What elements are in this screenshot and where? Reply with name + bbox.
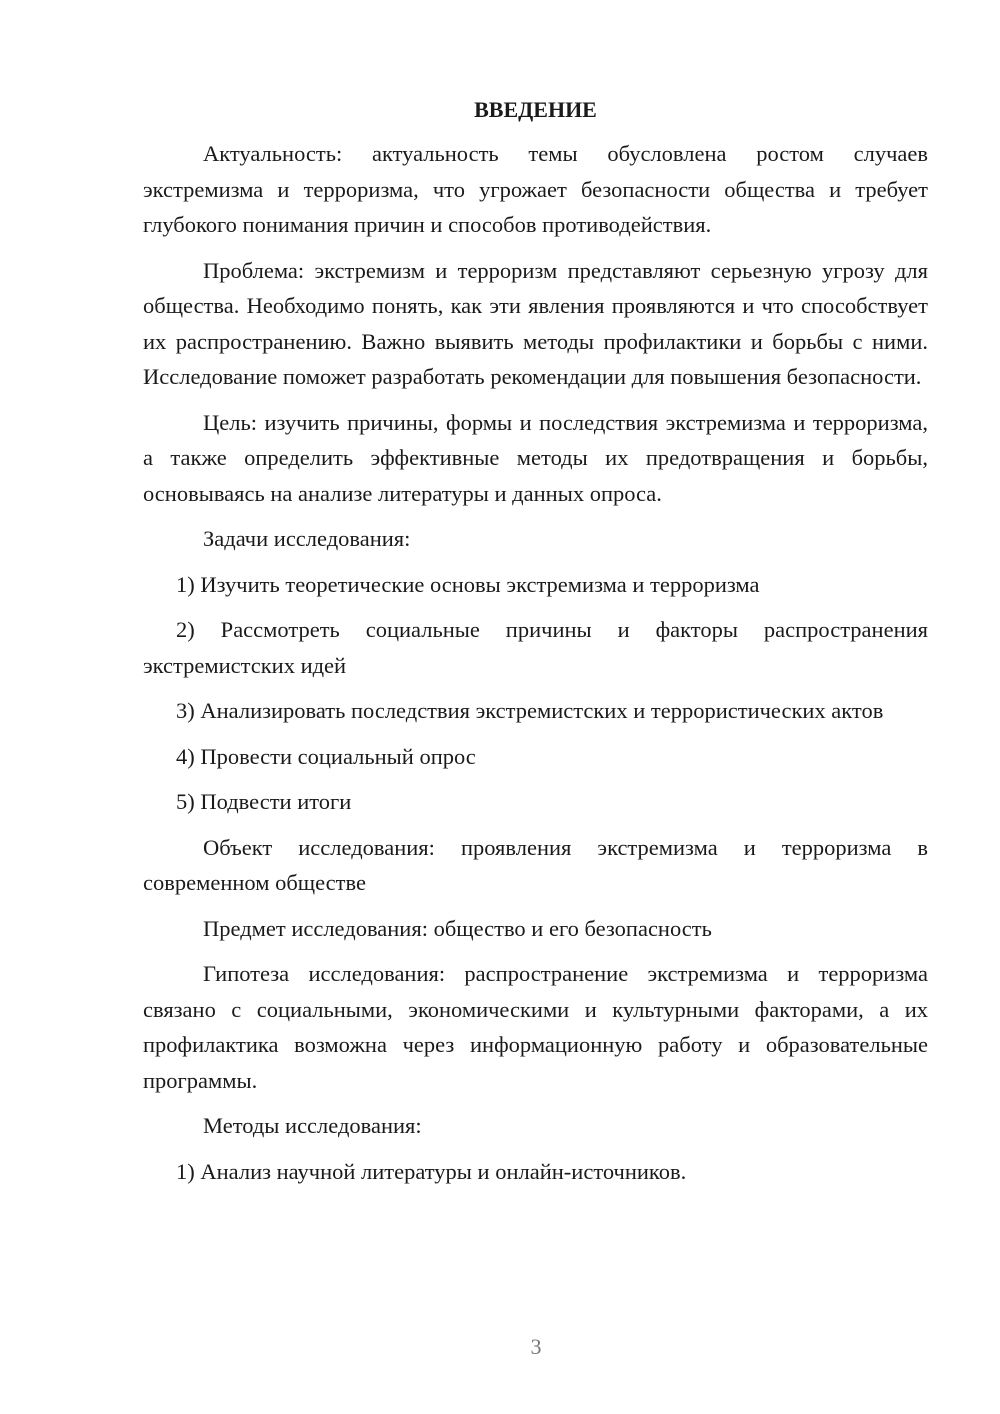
paragraph-methods-heading: Методы исследования: xyxy=(203,1113,422,1138)
paragraph-problem: Проблема: экстремизм и терроризм представляют серьезную угрозу для общества. Необходимо понять, как эти явления проявляются и что способствует их распространению. Важно выявить методы профилактики и борьбы с ними. Исследование поможет разработать рекомендации для повышения безопасности. xyxy=(143,257,928,389)
task-item-5: 5) Подвести итоги xyxy=(176,789,352,814)
task-item-4: 4) Провести социальный опрос xyxy=(176,743,476,769)
task-item-1: 1) Изучить теоретические основы экстремизма и терроризма xyxy=(176,571,760,597)
paragraph-relevance: Актуальность: актуальность темы обусловлена ростом случаев экстремизма и терроризма, что угрожает безопасности общества и требует глубокого понимания причин и способов противодействия. xyxy=(143,141,928,237)
paragraph-tasks-heading: Задачи исследования: xyxy=(203,526,411,551)
section-title: ВВЕДЕНИЕ xyxy=(474,97,597,122)
paragraph-hypothesis: Гипотеза исследования: распространение экстремизма и терроризма связано с социальными, экономическими и культурными факторами, а их профилактика возможна через информационную работу и образовательные программы. xyxy=(143,961,928,1093)
page-number: 3 xyxy=(530,1334,542,1359)
task-item-3: 3) Анализировать последствия экстремистских и террористических актов xyxy=(176,698,884,723)
task-item-2: 2) Рассмотреть социальные причины и факторы распространения экстремистских идей xyxy=(143,617,928,678)
paragraph-subject: Предмет исследования: общество и его безопасность xyxy=(203,915,712,941)
paragraph-goal: Цель: изучить причины, формы и последствия экстремизма и терроризма, а также определить эффективные методы их предотвращения и борьбы, основываясь на анализе литературы и данных опроса. xyxy=(143,409,928,506)
paragraph-object: Объект исследования: проявления экстремизма и терроризма в современном обществе xyxy=(143,834,928,895)
method-item-1: 1) Анализ научной литературы и онлайн-источников. xyxy=(176,1158,687,1184)
document-body xyxy=(143,94,928,1199)
